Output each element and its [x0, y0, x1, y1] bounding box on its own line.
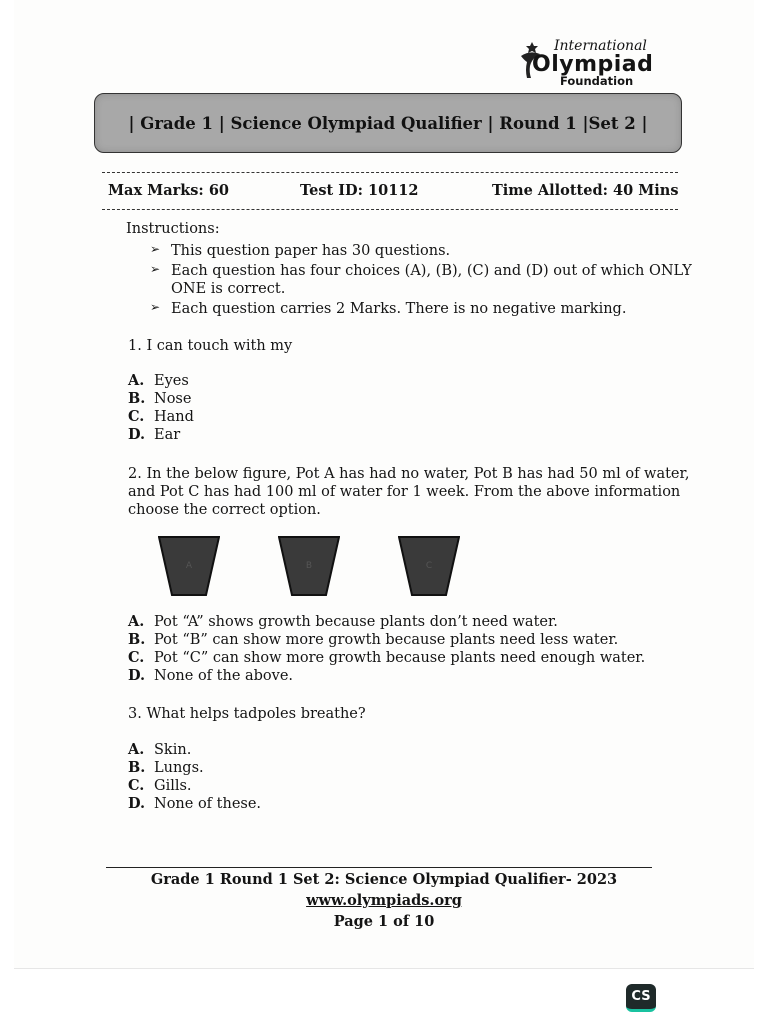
question-3: 3. What helps tadpoles breathe? — [128, 706, 366, 722]
badge-label: CS — [631, 989, 651, 1004]
logo-line-international: International — [554, 38, 647, 54]
arrow-bullet-icon: ➢ — [150, 300, 161, 314]
test-id: Test ID: 10112 — [300, 182, 419, 199]
exam-title-banner — [94, 93, 682, 153]
logo-line-foundation: Foundation — [560, 74, 634, 88]
pot-a-image — [158, 536, 220, 596]
q3-option: C. Gills. — [128, 777, 192, 794]
olympiad-logo — [518, 36, 668, 88]
logo-line-olympiad: Olympiad — [532, 52, 654, 77]
q2-option: D. None of the above. — [128, 667, 294, 684]
footer-rule — [106, 867, 652, 868]
footer-url-link[interactable]: www.olympiads.org — [306, 892, 462, 909]
camscanner-badge — [626, 984, 656, 1012]
footer-page-number: Page 1 of 10 — [333, 913, 435, 930]
divider-top — [102, 172, 678, 173]
question-2-line: and Pot C has had 100 ml of water for 1 week. From the above information — [128, 484, 681, 500]
divider-bottom — [102, 209, 678, 210]
q3-option: B. Lungs. — [128, 759, 204, 776]
question-2-line: 2. In the below figure, Pot A has had no water, Pot B has had 50 ml of water, — [128, 466, 690, 482]
instruction-item: Each question carries 2 Marks. There is no negative marking. — [171, 301, 627, 317]
q1-option: C. Hand — [128, 408, 194, 425]
pot-label: A — [185, 561, 193, 571]
q1-option: A. Eyes — [128, 372, 189, 389]
max-marks: Max Marks: 60 — [108, 182, 230, 199]
question-2-line: choose the correct option. — [128, 502, 321, 518]
pot-label: C — [425, 561, 433, 571]
pot-c-image — [398, 536, 460, 596]
arrow-bullet-icon: ➢ — [150, 242, 161, 256]
q2-option: A. Pot “A” shows growth because plants don’t need water. — [128, 613, 558, 630]
exam-title: | Grade 1 | Science Olympiad Qualifier | Round 1 |Set 2 | — [128, 113, 648, 133]
pot-label: B — [305, 561, 313, 571]
q3-option: A. Skin. — [128, 741, 192, 758]
instruction-item-continued: ONE is correct. — [171, 281, 286, 297]
instruction-item: This question paper has 30 questions. — [171, 243, 451, 259]
q1-option: B. Nose — [128, 390, 192, 407]
q2-option: C. Pot “C” can show more growth because plants need enough water. — [128, 649, 646, 666]
q3-option: D. None of these. — [128, 795, 262, 812]
time-allotted: Time Allotted: 40 Mins — [492, 182, 679, 199]
q2-option: B. Pot “B” can show more growth because plants need less water. — [128, 631, 619, 648]
q1-option: D. Ear — [128, 426, 181, 443]
pot-b-image — [278, 536, 340, 596]
arrow-bullet-icon: ➢ — [150, 262, 161, 276]
question-1: 1. I can touch with my — [128, 338, 293, 354]
instruction-item: Each question has four choices (A), (B), (C) and (D) out of which ONLY — [171, 263, 692, 279]
footer-title: Grade 1 Round 1 Set 2: Science Olympiad Qualifier- 2023 — [150, 871, 618, 888]
instructions-heading: Instructions: — [126, 221, 220, 237]
